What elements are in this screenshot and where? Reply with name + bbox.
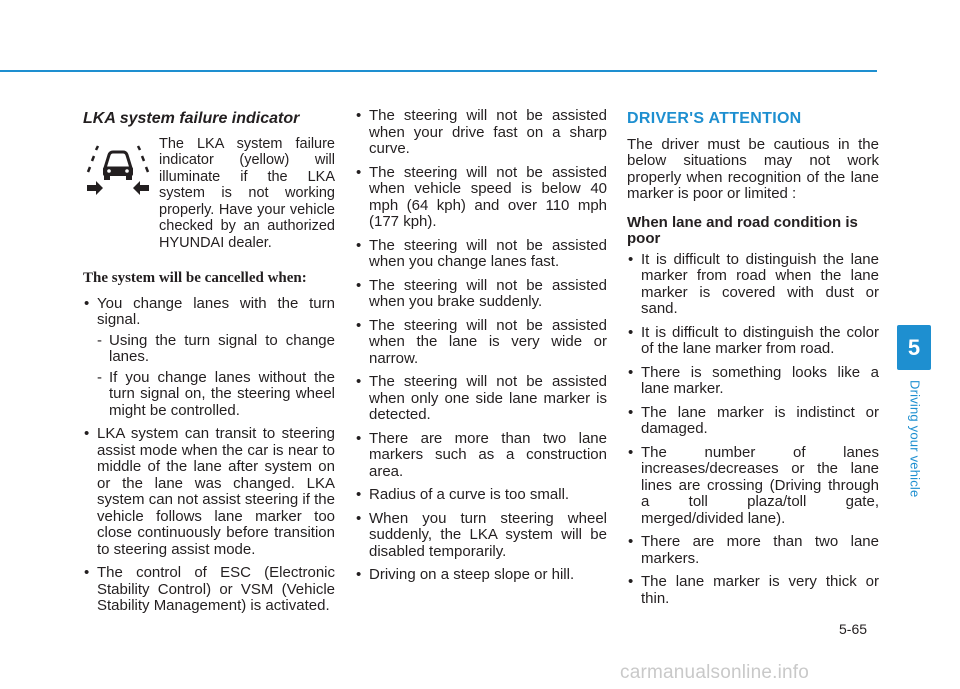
watermark: carmanualsonline.info (620, 662, 810, 683)
list-item: • The steering will not be assisted when the lane is very wide or narrow. (355, 318, 607, 368)
right-column (627, 108, 879, 614)
cancel-list (83, 296, 335, 615)
lka-warning-icon (83, 140, 153, 200)
cancel-heading: The system will be cancelled when: (83, 270, 307, 286)
list-item: • There are more than two lane markers. (627, 534, 879, 567)
attention-intro: The driver must be cautious in the below situations may not work properly when recognition of the lane marker is poor or limited : (627, 135, 879, 202)
left-column (83, 108, 335, 622)
indicator-block (83, 136, 335, 252)
top-rule (0, 70, 877, 72)
middle-column (355, 108, 607, 591)
list-item: • The lane marker is indistinct or damaged. (627, 405, 879, 438)
list-item: • The steering will not be assisted when you brake suddenly. (355, 278, 607, 311)
steering-conditions-list (355, 108, 607, 584)
list-item: • The lane marker is very thick or thin. (627, 574, 879, 607)
list-item: • There is something looks like a lane marker. (627, 365, 879, 398)
list-item: • The number of lanes increases/decreases or the lane lines are crossing (Driving through a toll plaza/toll gate, merged/divided lane). (627, 445, 879, 528)
list-item: • The steering will not be assisted when vehicle speed is below 40 mph (64 kph) and over 110 mph (177 kph). (355, 165, 607, 231)
list-item: • The steering will not be assisted when you change lanes fast. (355, 238, 607, 271)
list-item: • You change lanes with the turn signal. - Using the turn signal to change lanes. - If you change lanes without the turn signal on, the steering wheel might be controlled. (83, 296, 335, 420)
lka-failure-heading: LKA system failure indicator (83, 110, 300, 127)
sub-list-item: - If you change lanes without the turn signal on, the steering wheel might be controlled. (97, 370, 335, 420)
drivers-attention-heading: DRIVER'S ATTENTION (627, 110, 802, 127)
page-number: 5-65 (839, 621, 868, 637)
lane-condition-subheading: When lane and road condition is poor (627, 213, 858, 247)
list-item: • There are more than two lane markers such as a construction area. (355, 431, 607, 481)
list-item: • The control of ESC (Electronic Stability Control) or VSM (Vehicle Stability Management) is activated. (83, 565, 335, 615)
indicator-description: The LKA system failure indicator (yellow) will illuminate if the LKA system is not working properly. Have your vehicle checked by an authorized HYUNDAI dealer. (159, 135, 335, 251)
list-item: • When you turn steering wheel suddenly, the LKA system will be disabled temporarily. (355, 511, 607, 561)
chapter-title: Driving your vehicle (907, 380, 923, 498)
list-item: • Radius of a curve is too small. (355, 487, 607, 504)
list-item: • Driving on a steep slope or hill. (355, 567, 607, 584)
list-item: • It is difficult to distinguish the lane marker from road when the lane marker is covered with dust or sand. (627, 252, 879, 318)
list-item: • It is difficult to distinguish the color of the lane marker from road. (627, 325, 879, 358)
chapter-number-tab: 5 (897, 325, 931, 370)
list-item: • The steering will not be assisted when only one side lane marker is detected. (355, 374, 607, 424)
list-item: • LKA system can transit to steering assist mode when the car is near to middle of the lane after system on or the lane was changed. LKA system can not assist steering if the vehicle follows lane marker too close continuously before transition to steering assist mode. (83, 426, 335, 558)
sub-list (97, 333, 335, 420)
sub-list-item: - Using the turn signal to change lanes. (97, 333, 335, 366)
lane-condition-list (627, 252, 879, 608)
list-item: • The steering will not be assisted when your drive fast on a sharp curve. (355, 108, 607, 158)
